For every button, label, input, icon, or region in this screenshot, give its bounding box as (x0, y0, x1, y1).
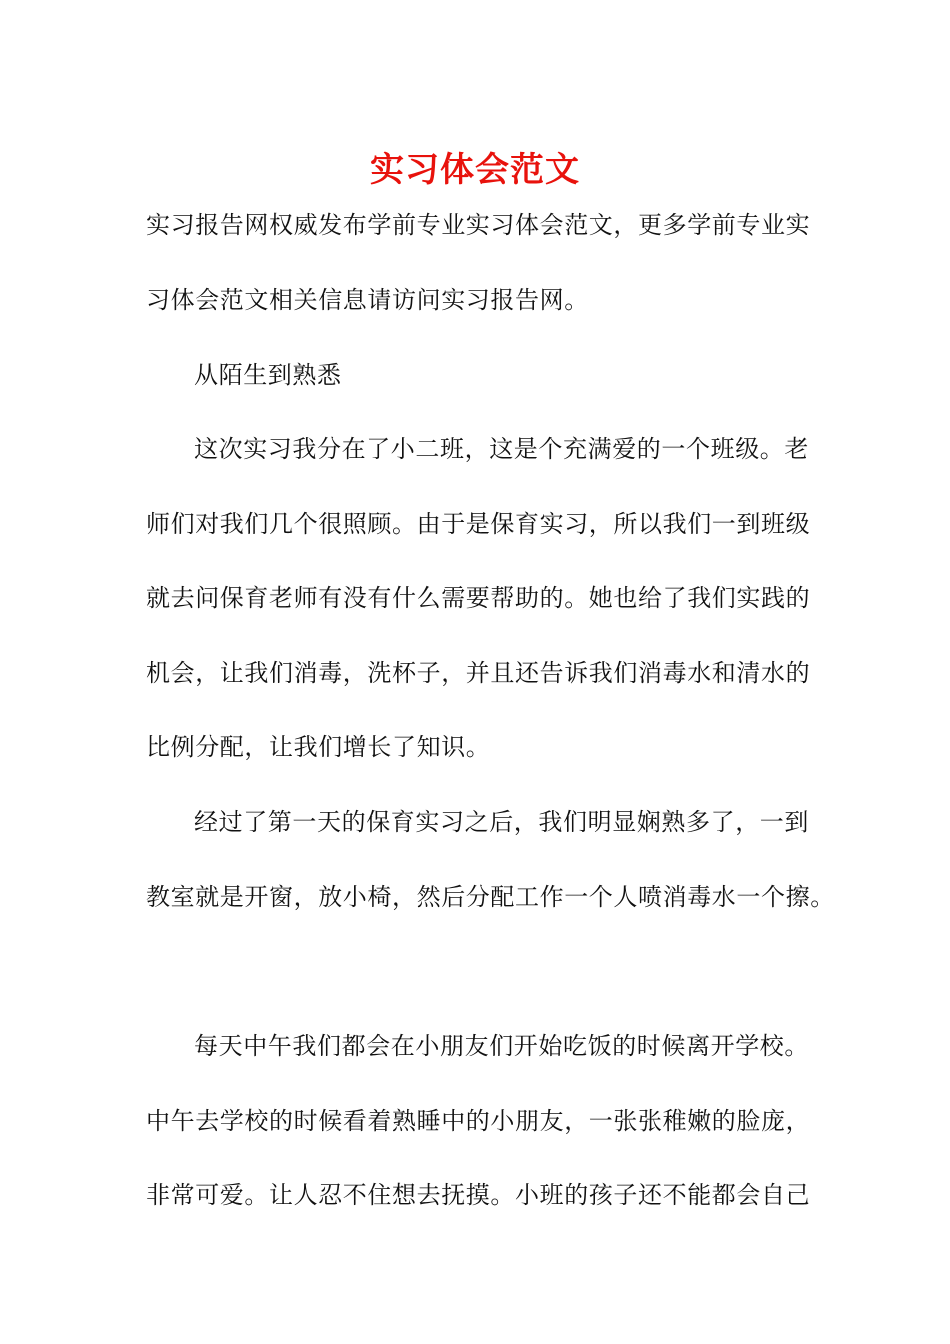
paragraph-1-line-1: 这次实习我分在了小二班，这是个充满爱的一个班级。老 (194, 435, 809, 463)
paragraph-1-line-3: 就去问保育老师有没有什么需要帮助的。她也给了我们实践的 (146, 584, 811, 612)
document-title: 实习体会范文 (370, 150, 580, 190)
paragraph-2-line-1: 经过了第一天的保育实习之后，我们明显娴熟多了，一到 (194, 808, 809, 836)
intro-line-2: 习体会范文相关信息请访问实习报告网。 (146, 286, 589, 314)
paragraph-3-line-1: 每天中午我们都会在小朋友们开始吃饭的时候离开学校。 (194, 1032, 809, 1060)
paragraph-3-line-3: 非常可爱。让人忍不住想去抚摸。小班的孩子还不能都会自己 (146, 1181, 811, 1209)
intro-line-1: 实习报告网权威发布学前专业实习体会范文，更多学前专业实 (146, 211, 811, 239)
paragraph-1-line-2: 师们对我们几个很照顾。由于是保育实习，所以我们一到班级 (146, 510, 811, 538)
paragraph-2-line-2: 教室就是开窗，放小椅，然后分配工作一个人喷消毒水一个擦。 (146, 883, 835, 911)
paragraph-3-line-2: 中午去学校的时候看着熟睡中的小朋友，一张张稚嫩的脸庞， (146, 1107, 811, 1135)
paragraph-1-line-5: 比例分配，让我们增长了知识。 (146, 733, 491, 761)
paragraph-1-line-4: 机会，让我们消毒，洗杯子，并且还告诉我们消毒水和清水的 (146, 659, 811, 687)
section-heading: 从陌生到熟悉 (194, 361, 342, 389)
